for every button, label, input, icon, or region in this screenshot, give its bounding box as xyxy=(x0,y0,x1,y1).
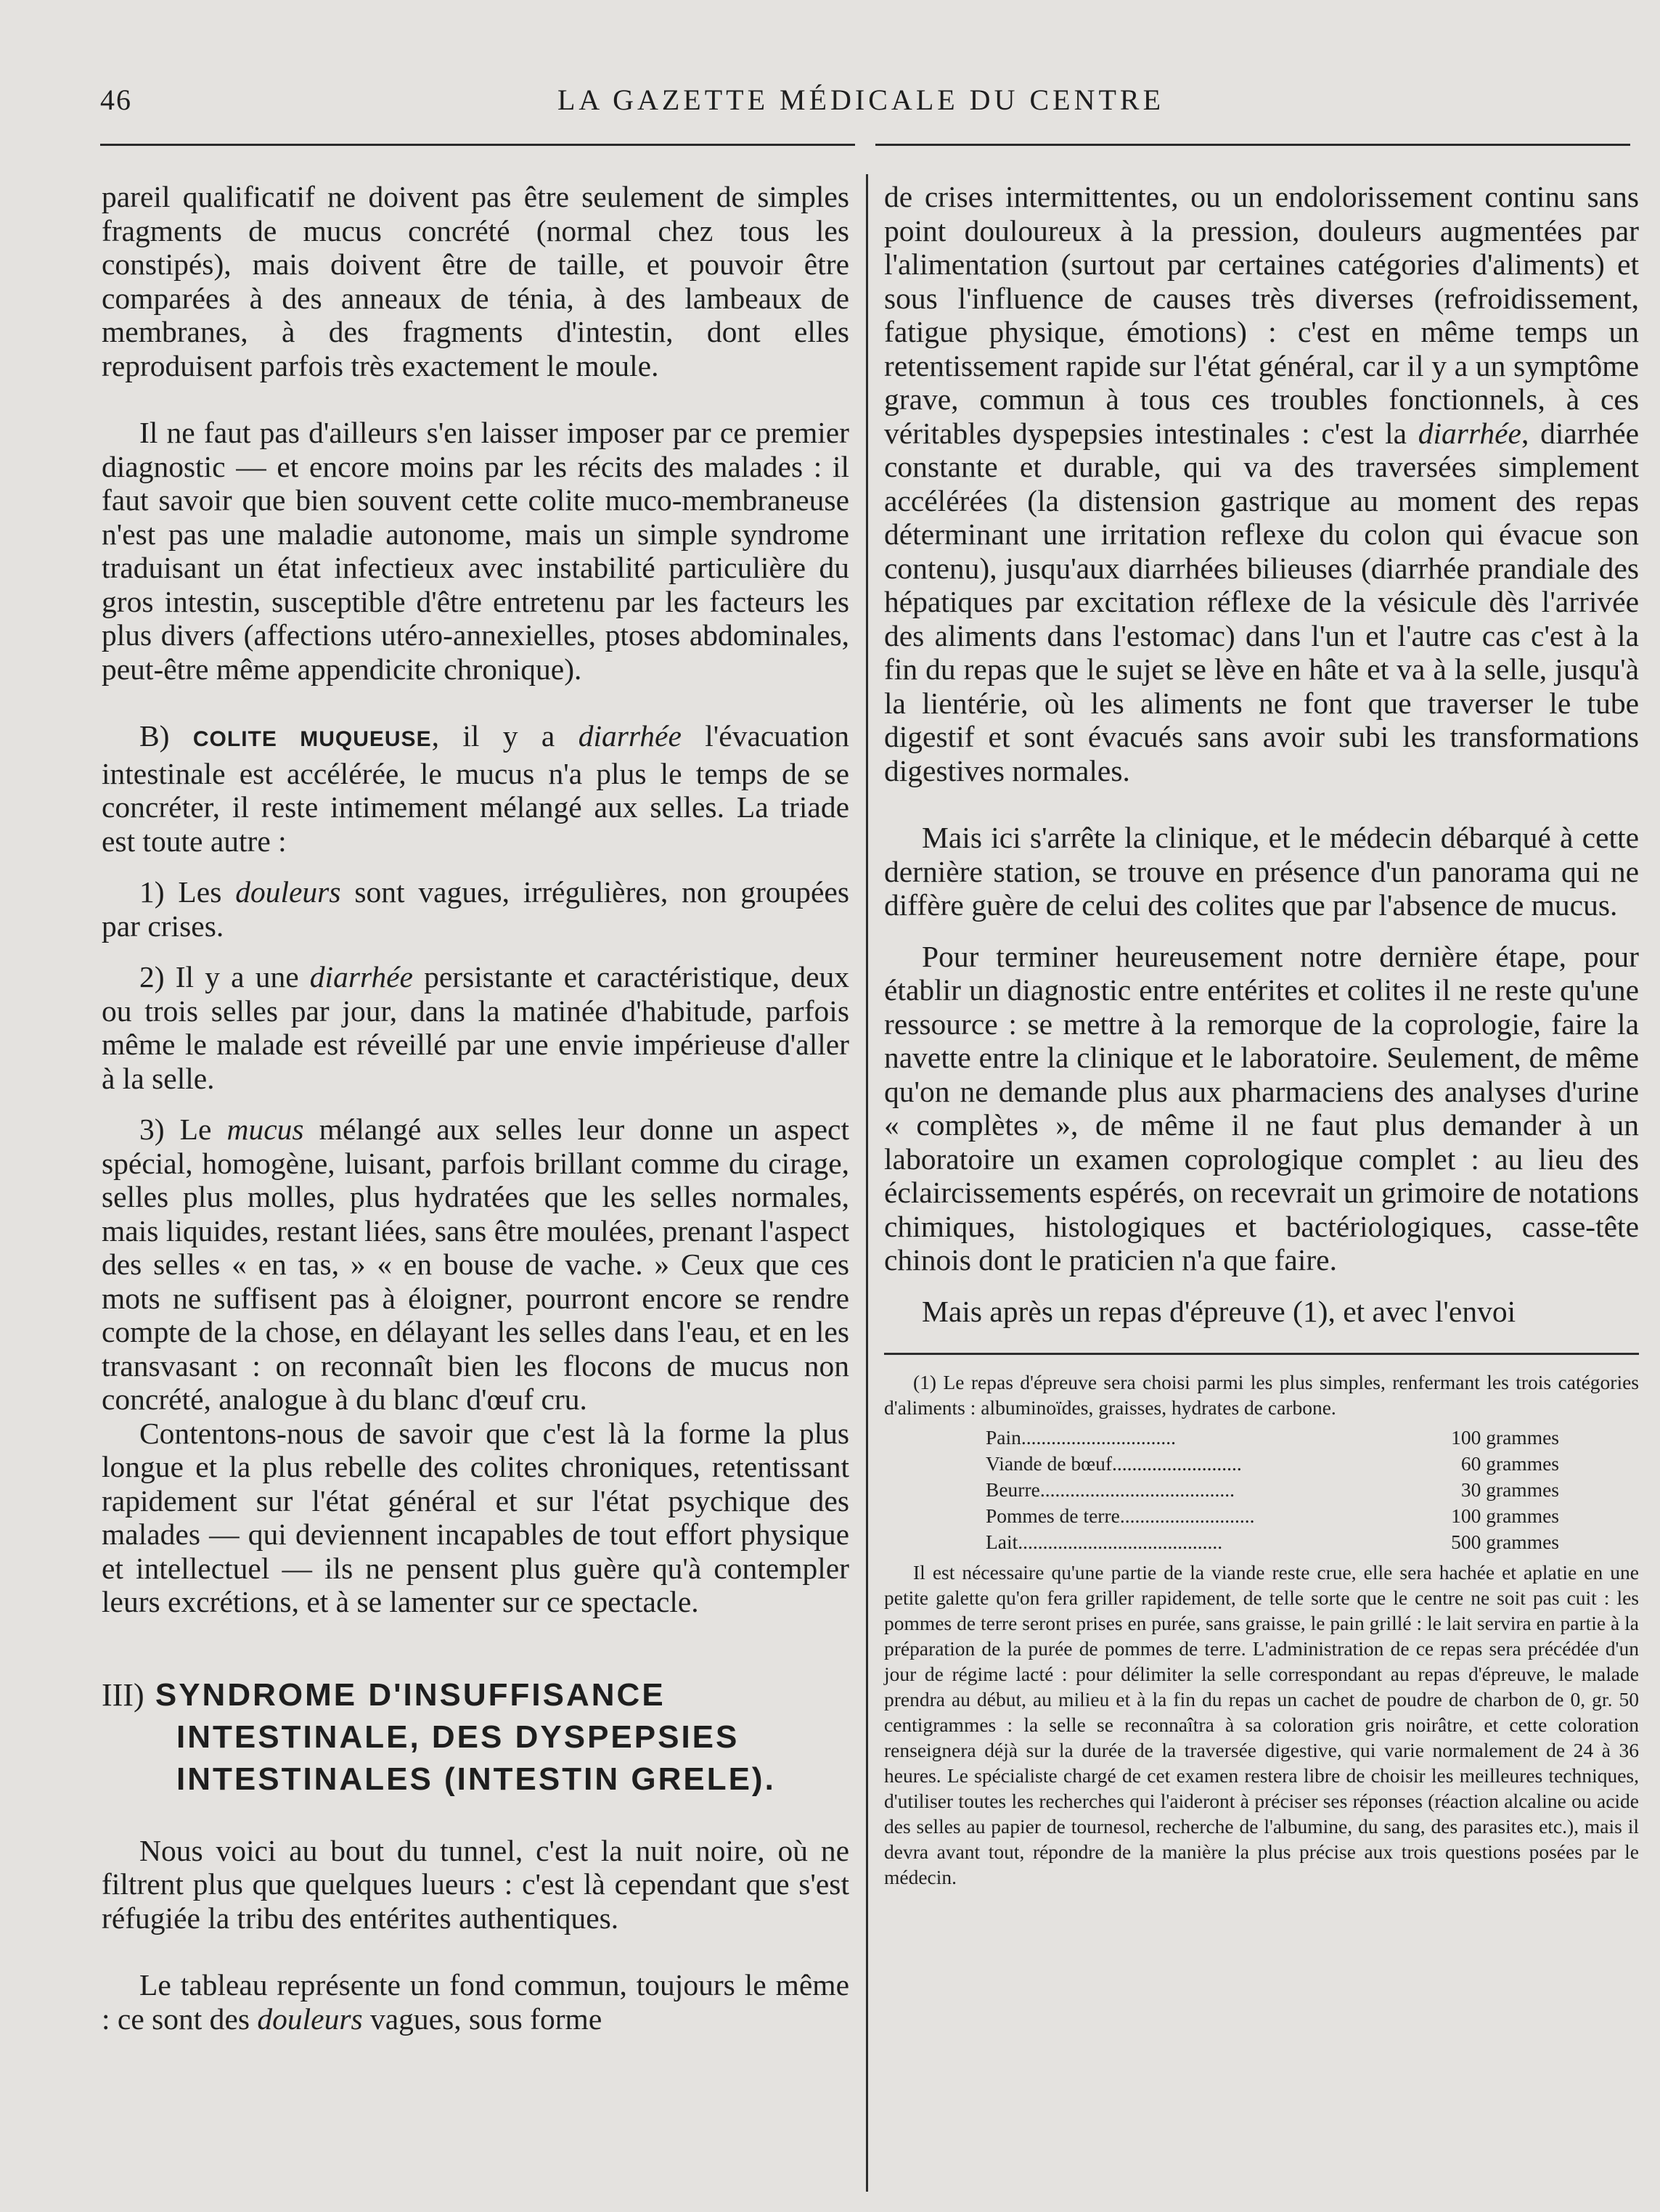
section-number: III) xyxy=(102,1676,144,1713)
paragraph xyxy=(884,180,1639,787)
table-row xyxy=(986,1425,1559,1451)
test-meal-table xyxy=(986,1425,1559,1555)
text-run: persistante et caractéristique, deux ou trois selles par jour, dans la matinée d'habitude, parfois même le malade est réveillé par une envie impérieuse d'aller à la selle. xyxy=(102,960,849,1095)
paragraph: Nous voici au bout du tunnel, c'est la nuit noire, où ne filtrent plus que quelques lueurs : c'est là cependant que s'est réfugiée la tribu des entérites authentiques. xyxy=(102,1833,849,1935)
italic-term: douleurs xyxy=(257,2002,363,2036)
footnote-body: Il est nécessaire qu'une partie de la viande reste crue, elle sera hachée et aplatie en une petite galette qu'on fera griller rapidement, de telle sorte que le centre ne soit pas cuit : les pommes de terre seront prises en purée, sans graisse, le pain grillé : le lait servira en partie à la préparation de la purée de pommes de terre. L'administration de ce repas sera précédée d'un jour de régime lacté : pour délimiter la selle correspondant au repas d'épreuve, le malade prendra au début, au milieu et à la fin du repas un cachet de poudre de charbon de 0, gr. 50 centigrammes : la selle se reconnaîtra à sa coloration gris noirâtre, et cette coloration renseignera déjà sur la durée de la traversée digestive, qui varie normalement de 24 à 36 heures. Le spécialiste chargé de cet examen restera libre de choisir les meilleures techniques, d'utiliser toutes les recherches qui l'aideront à préciser ses réponses (réaction alcaline ou acide des selles au papier de tournesol, recherche de l'albumine, du sang, des parasites etc.), mais il devra avant tout, répondre de la manière la plus précise aux trois questions posées par le médecin. xyxy=(884,1561,1639,1888)
section-heading xyxy=(102,1674,849,1801)
meal-item-quantity: 500 grammes xyxy=(1451,1531,1559,1553)
table-row xyxy=(986,1451,1559,1477)
meal-item-name: Pommes de terre........................... xyxy=(986,1504,1255,1527)
text-run: 2) Il y a une xyxy=(139,960,299,994)
column-divider xyxy=(866,174,868,2192)
table-row xyxy=(986,1503,1559,1529)
paragraph xyxy=(102,1113,849,1417)
meal-item-name: Lait......................................... xyxy=(986,1531,1223,1553)
paragraph: Mais après un repas d'épreuve (1), et avec l'envoi xyxy=(922,1294,1516,1328)
meal-item-name: Beurre....................................... xyxy=(986,1478,1235,1501)
meal-item-name: Pain............................... xyxy=(986,1426,1177,1449)
paragraph: Mais ici s'arrête la clinique, et le médecin débarqué à cette dernière station, se trouve en présence d'un panorama qui ne diffère guère de celui des colites que par l'absence de mucus. xyxy=(884,821,1639,922)
meal-item-quantity: 60 grammes xyxy=(1460,1452,1559,1475)
footnote-rule xyxy=(884,1353,1639,1355)
text-run: mélangé aux selles leur donne un aspect spécial, homogène, luisant, parfois brillant comme du cirage, selles plus molles, plus hydratées que les selles normales, mais liquides, restant liées, sans être moulées, prenant l'aspect des selles « en tas, » « en bouse de vache. » Ceux que ces mots ne suffisent pas à éloigner, pourront encore se rendre compte de la chose, en délayant les selles dans l'eau, et en les transvasant : on reconnaît bien les flocons de mucus non concrété, analogue à du blanc d'œuf cru. xyxy=(102,1113,850,1416)
text-run: sont vagues, irrégulières, non groupées par crises. xyxy=(102,875,850,943)
section-heading-line: INTESTINALE, DES DYSPEPSIES xyxy=(176,1719,740,1755)
text-run: , diarrhée constante et durable, qui va des traversées simplement accélérées (la distension gastrique au moment des repas déterminant une irritation reflexe du colon qui évacue son contenu), jusqu'aux diarrhées bilieuses (diarrhée prandiale des hépatiques par excitation réflexe de la vésicule dès l'arrivée des aliments dans l'estomac) dans l'un et l'autre cas c'est à la fin du repas que le sujet se lève en hâte et va à la selle, jusqu'à la lientérie, où les aliments ne font que traverser le tube digestif et sont évacués sans avoir subi les transformations digestives normales. xyxy=(884,416,1639,787)
subsection-title: COLITE MUQUEUSE xyxy=(192,727,432,751)
meal-item-quantity: 100 grammes xyxy=(1451,1426,1559,1449)
text-run: de crises intermittentes, ou un endolorissement continu sans point douloureux à la pression, douleurs augmentées par l'alimentation (surtout par certaines catégories d'aliments) et sous l'influence de causes très diverses (refroidissement, fatigue physique, émotions) : c'est en même temps un retentissement rapide sur l'état général, car il y a un symptôme grave, commun à tous ces troubles fonctionnels, à ces véritables dyspepsies intestinales : c'est la xyxy=(884,180,1639,450)
header-rule-left xyxy=(100,144,855,146)
header-rule-right xyxy=(875,144,1630,146)
section-heading-line: SYNDROME D'INSUFFISANCE xyxy=(155,1676,666,1713)
text-run: vagues, sous forme xyxy=(370,2002,602,2036)
italic-term: mucus xyxy=(226,1113,304,1146)
page-header xyxy=(100,78,1622,122)
paragraph: pareil qualificatif ne doivent pas être seulement de simples fragments de mucus concrété (normal chez tous les constipés), mais doivent être de taille, et pouvoir être comparées à des anneaux de ténia, à des lambeaux de membranes, à des fragments d'intestin, dont elles reproduisent parfois très exactement le moule. xyxy=(102,180,849,382)
page-number: 46 xyxy=(100,83,132,116)
table-row xyxy=(986,1529,1559,1555)
meal-item-quantity: 30 grammes xyxy=(1460,1478,1559,1501)
text-run: Le tableau représente un fond commun, toujours le même : ce sont des xyxy=(102,1968,849,2036)
paragraph: Il ne faut pas d'ailleurs s'en laisser imposer par ce premier diagnostic — et encore moins par les récits des malades : il faut savoir que bien souvent cette colite muco-membraneuse n'est pas une maladie autonome, mais un simple syndrome traduisant un état infectieux avec instabilité particulière du gros intestin, susceptible d'être entretenu par les facteurs les plus divers (affections utéro-annexielles, ptoses abdominales, peut-être même appendicite chronique). xyxy=(102,416,849,686)
italic-term: diarrhée xyxy=(309,960,413,994)
italic-term: douleurs xyxy=(235,875,341,909)
paragraph: Contentons-nous de savoir que c'est là la forme la plus longue et la plus rebelle des colites chroniques, retentissant rapidement sur l'état général et sur l'état psychique des malades — qui deviennent incapables de tout effort physique et intellectuel — ils ne pensent plus guère qu'à contempler leurs excrétions, et à se lamenter sur ce spectacle. xyxy=(102,1416,849,1618)
left-column xyxy=(102,180,849,2036)
meal-item-name: Viande de bœuf.......................... xyxy=(986,1452,1242,1475)
footnote-intro: (1) Le repas d'épreuve sera choisi parmi les plus simples, renfermant les trois catégories d'aliments : albuminoïdes, graisses, hydrates de carbone. xyxy=(884,1371,1639,1419)
footnote xyxy=(884,1369,1639,1890)
text-run: , il y a xyxy=(431,719,555,753)
paragraph xyxy=(102,875,849,943)
paragraph xyxy=(102,719,849,858)
paragraph: Pour terminer heureusement notre dernière étape, pour établir un diagnostic entre entérites et colites il ne reste qu'une ressource : se mettre à la remorque de la coprologie, faire la navette entre la clinique et le laboratoire. Seulement, de même qu'on ne demande plus aux pharmaciens des analyses d'urine « complètes », de même il ne faut plus demander à un laboratoire un examen coprologique complet : au lieu des éclaircissements espérés, on recevrait un grimoire de notations chimiques, histologiques et bactériologiques, casse-tête chinois dont le praticien n'a que faire. xyxy=(884,939,1639,1277)
journal-title: LA GAZETTE MÉDICALE DU CENTRE xyxy=(557,83,1164,116)
section-heading-line: INTESTINALES (INTESTIN GRELE). xyxy=(176,1761,776,1797)
text-run: 3) Le xyxy=(139,1113,212,1146)
paragraph xyxy=(102,960,849,1095)
text-run: l'évacuation intestinale est accélérée, le mucus n'a plus le temps de se concréter, il reste intimement mélangé aux selles. La triade est toute autre : xyxy=(102,719,850,858)
table-row xyxy=(986,1477,1559,1503)
italic-term: diarrhée xyxy=(578,719,682,753)
list-label: B) xyxy=(139,719,170,753)
right-column xyxy=(884,180,1639,1890)
text-run: 1) Les xyxy=(139,875,222,909)
meal-item-quantity: 100 grammes xyxy=(1451,1504,1559,1527)
paragraph xyxy=(102,1968,849,2036)
italic-term: diarrhée xyxy=(1418,416,1521,450)
